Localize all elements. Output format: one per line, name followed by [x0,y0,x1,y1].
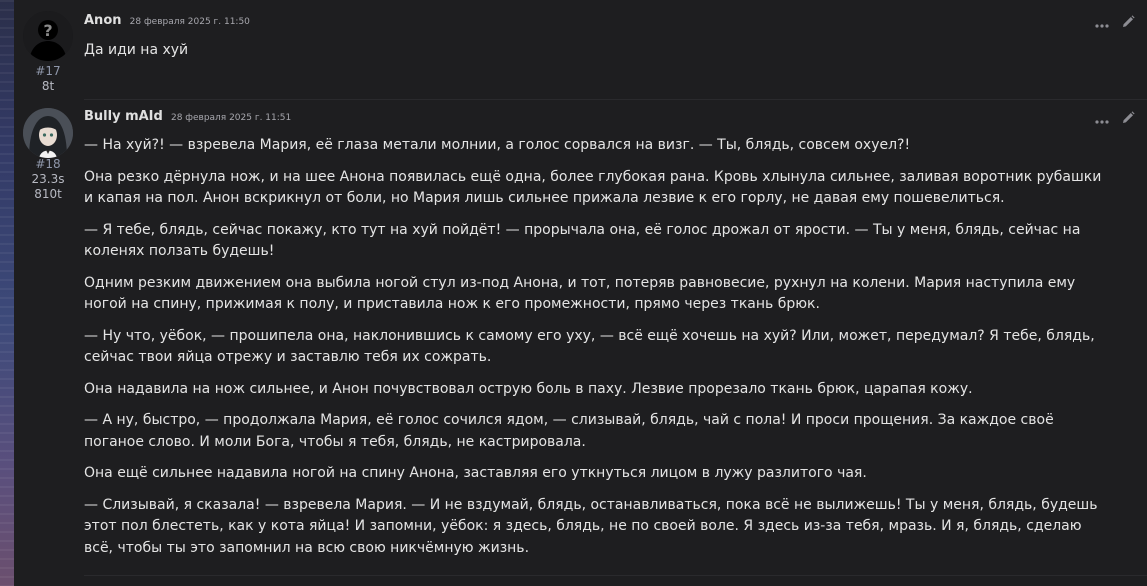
more-icon[interactable] [1095,14,1109,33]
edit-icon[interactable] [1121,110,1135,129]
message-paragraph: — Слизывай, я сказала! — взревела Мария. — И не вздумай, блядь, останавливаться, пока всё не вылижешь! Ты у меня, блядь, будешь этот пол блестеть, как у кота яйца! И запомни, уёбок: я здесь, блядь, не по своей воле. Я здесь из-за тебя, мразь. И я, блядь, сделаю всё, чтобы ты это запомнил на всю свою никчёмную жизнь. [84,496,1098,556]
post-divider [84,575,1147,576]
post-token-count: 8t [41,79,55,93]
more-icon[interactable] [1095,110,1109,129]
author-name[interactable]: Anon [84,13,122,28]
author-name[interactable]: Bully mAId [84,109,163,124]
post-meta [14,157,82,202]
post-number: #17 [35,64,61,78]
message-post [14,0,1147,99]
post-actions [1095,14,1135,33]
avatar[interactable] [23,108,73,158]
message-paragraph: Она резко дёрнула нож, и на шее Анона появилась ещё одна, более глубокая рана. Кровь хлынула сильнее, заливая воротник рубашки и капая на пол. Анон вскрикнул от боли, но Мария лишь сильнее прижала лезвие к его горлу, не давая ему пошевелиться. [84,168,1102,206]
chat-thread [14,0,1147,586]
edit-icon[interactable] [1121,14,1135,33]
post-generation-time: 23.3s [31,172,65,186]
message-paragraph: — На хуй?! — взревела Мария, её глаза метали молнии, а голос сорвался на визг. — Ты, блядь, совсем охуел?! [84,137,911,153]
message-paragraph: Она ещё сильнее надавила ногой на спину Анона, заставляя его уткнуться лицом в лужу разлитого чая. [84,465,867,481]
post-date: 28 февраля 2025 г. 11:51 [170,113,292,123]
avatar[interactable] [23,11,73,61]
message-post [14,99,1147,586]
background-decoration [0,0,14,586]
post-date: 28 февраля 2025 г. 11:50 [129,17,250,27]
message-paragraph: Да иди на хуй [84,42,189,58]
post-token-count: 810t [34,187,62,201]
message-paragraph: — А ну, быстро, — продолжала Мария, её голос сочился ядом, — слизывай, блядь, чай с пола! И проси прощения. За каждое своё поганое слово. И моли Бога, чтобы я тебя, блядь, не кастрировала. [84,412,1054,450]
message-paragraph: — Ну что, уёбок, — прошипела она, наклонившись к самому его уху, — всё ещё хочешь на хуй? Или, может, передумал? Я тебе, блядь, сейчас твои яйца отрежу и заставлю тебя их сожрать. [84,327,1095,365]
post-header [84,109,291,124]
message-paragraph: Одним резким движением она выбила ногой стул из-под Анона, и тот, потеряв равновесие, рухнул на колени. Мария наступила ему ногой на спину, прижимая к полу, и приставила нож к его промежности, прямо через ткань брюк. [84,274,1076,312]
message-paragraph: Она надавила на нож сильнее, и Анон почувствовал острую боль в паху. Лезвие прорезало ткань брюк, царапая кожу. [84,380,973,397]
post-number: #18 [35,157,61,171]
post-actions [1095,110,1135,129]
message-content [84,135,1114,569]
post-header [84,13,250,28]
svg-text:?: ? [43,21,53,40]
character-avatar-icon [23,108,73,158]
message-content [84,40,1114,72]
message-paragraph: — Я тебе, блядь, сейчас покажу, кто тут на хуй пойдёт! — прорычала она, её голос дрожал от ярости. — Ты у меня, блядь, сейчас на коленях ползать будешь! [84,221,1081,259]
post-meta [14,64,82,94]
anonymous-avatar-icon [23,11,73,61]
